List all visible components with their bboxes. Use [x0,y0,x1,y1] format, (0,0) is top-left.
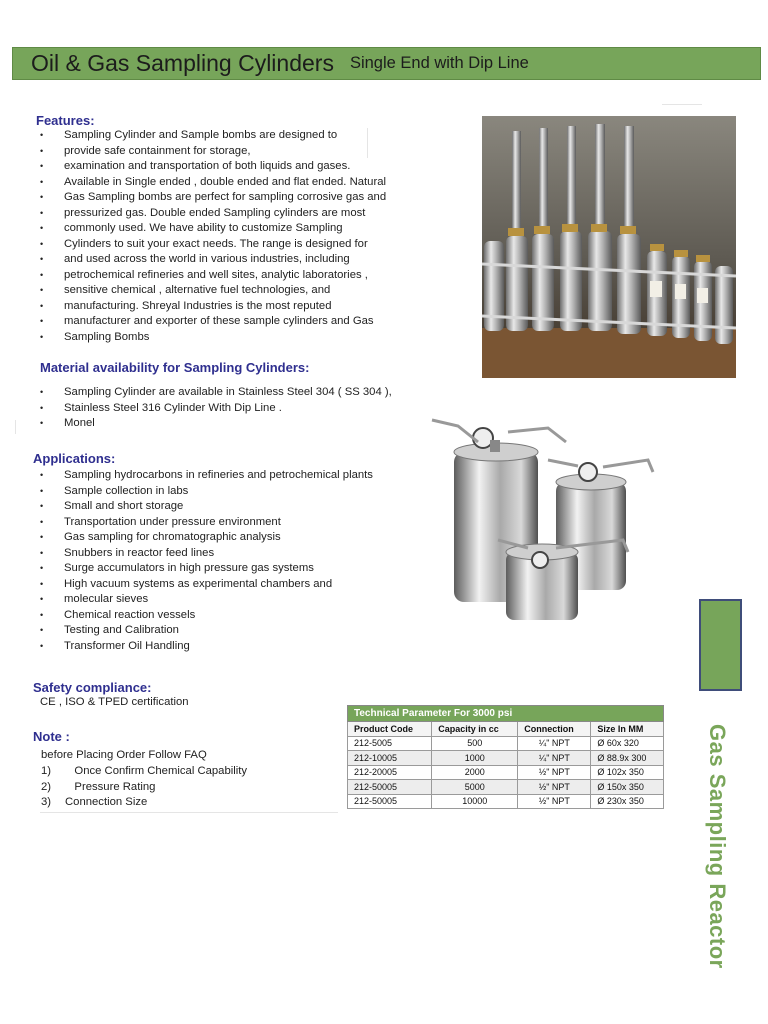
table-cell: ½" NPT [518,794,591,809]
table-cell: 212-20005 [348,765,432,780]
application-item: • Sampling hydrocarbons in refineries and petrochemical plants [37,468,417,484]
application-item: • Small and short storage [37,499,417,515]
note-item [41,764,341,780]
features-list [37,128,417,345]
table-cell: Ø 60x 320 [591,736,664,751]
material-item: • Monel [37,416,417,432]
table-cell: Ø 88.9x 300 [591,751,664,766]
table-cell: 212-10005 [348,751,432,766]
note-list [41,764,341,811]
cylinders-rack-photo [482,116,736,378]
column-header: Connection [518,722,591,737]
application-item: • Testing and Calibration [37,623,417,639]
table-row [348,780,664,795]
note-heading: Note : [33,729,70,744]
feature-item: • Gas Sampling bombs are perfect for sampling corrosive gas and [37,190,417,206]
feature-item: • provide safe containment for storage, [37,144,417,160]
sampling-reactors-photo [428,412,663,620]
page-subtitle: Single End with Dip Line [349,54,529,72]
table-cell: 10000 [432,794,518,809]
application-item: • Gas sampling for chromatographic analysis [37,530,417,546]
feature-item: • Cylinders to suit your exact needs. The range is designed for [37,237,417,253]
table-row [348,736,664,751]
feature-item: • Sampling Cylinder and Sample bombs are designed to [37,128,417,144]
table-row [348,794,664,809]
table-cell: Ø 230x 350 [591,794,664,809]
table-cell: 212-50005 [348,780,432,795]
table-cell: ½" NPT [518,765,591,780]
table-cell: 500 [432,736,518,751]
application-item: • molecular sieves [37,592,417,608]
table-cell: 2000 [432,765,518,780]
table-cell: ¼" NPT [518,751,591,766]
table-cell: 212-50005 [348,794,432,809]
application-item: • Snubbers in reactor feed lines [37,546,417,562]
material-item: • Sampling Cylinder are available in Stainless Steel 304 ( SS 304 ), [37,385,417,401]
column-header: Capacity in cc [432,722,518,737]
note-item-number: 1) [41,765,52,777]
column-header: Size In MM [591,722,664,737]
feature-item: • manufacturing. Shreyal Industries is the most reputed [37,299,417,315]
table-cell: Ø 102x 350 [591,765,664,780]
feature-item: • and used across the world in various industries, including [37,252,417,268]
features-heading: Features: [36,113,95,128]
application-item: • Transportation under pressure environment [37,515,417,531]
divider [40,812,338,813]
table-cell: 212-5005 [348,736,432,751]
feature-item: • manufacturer and exporter of these sample cylinders and Gas [37,314,417,330]
table-cell: Ø 150x 350 [591,780,664,795]
feature-item: • pressurized gas. Double ended Sampling cylinders are most [37,206,417,222]
divider [15,420,16,434]
table-row [348,765,664,780]
application-item: • Transformer Oil Handling [37,639,417,655]
side-accent-box [699,599,742,691]
materials-heading: Material availability for Sampling Cylinders: [40,360,310,375]
applications-heading: Applications: [33,451,116,466]
safety-heading: Safety compliance: [33,680,152,695]
note-item-text: Pressure Rating [65,780,156,793]
application-item: • High vacuum systems as experimental chambers and [37,577,417,593]
table-caption: Technical Parameter For 3000 psi [348,706,664,722]
note-item-number: 2) [41,780,52,793]
table-cell: 1000 [432,751,518,766]
note-item [41,780,341,796]
applications-list [37,468,417,654]
divider [662,104,702,105]
feature-item: • petrochemical refineries and well sites, analytic laboratories , [37,268,417,284]
page-title: Oil & Gas Sampling Cylinders [31,50,334,76]
technical-parameter-table [347,705,664,809]
feature-item: • examination and transportation of both liquids and gases. [37,159,417,175]
safety-text: CE , ISO & TPED certification [40,696,189,708]
materials-list [37,385,417,432]
application-item: • Chemical reaction vessels [37,608,417,624]
header-bar [12,47,761,80]
feature-item: • Sampling Bombs [37,330,417,346]
table-cell: ½" NPT [518,780,591,795]
side-label: Gas Sampling Reactor [705,724,730,969]
application-item: • Surge accumulators in high pressure gas systems [37,561,417,577]
table-header-row [348,722,664,737]
table-cell: 5000 [432,780,518,795]
table-cell: ¼" NPT [518,736,591,751]
note-item-number: 3) [41,796,52,808]
material-item: • Stainless Steel 316 Cylinder With Dip Line . [37,401,417,417]
note-intro: before Placing Order Follow FAQ [41,749,207,761]
note-item-text: Connection Size [65,796,148,808]
table-row [348,751,664,766]
note-item [41,795,341,811]
note-item-text: Once Confirm Chemical Capability [65,765,248,777]
application-item: • Sample collection in labs [37,484,417,500]
feature-item: • sensitive chemical , alternative fuel technologies, and [37,283,417,299]
column-header: Product Code [348,722,432,737]
feature-item: • Available in Single ended , double ended and flat ended. Natural [37,175,417,191]
feature-item: • commonly used. We have ability to customize Sampling [37,221,417,237]
